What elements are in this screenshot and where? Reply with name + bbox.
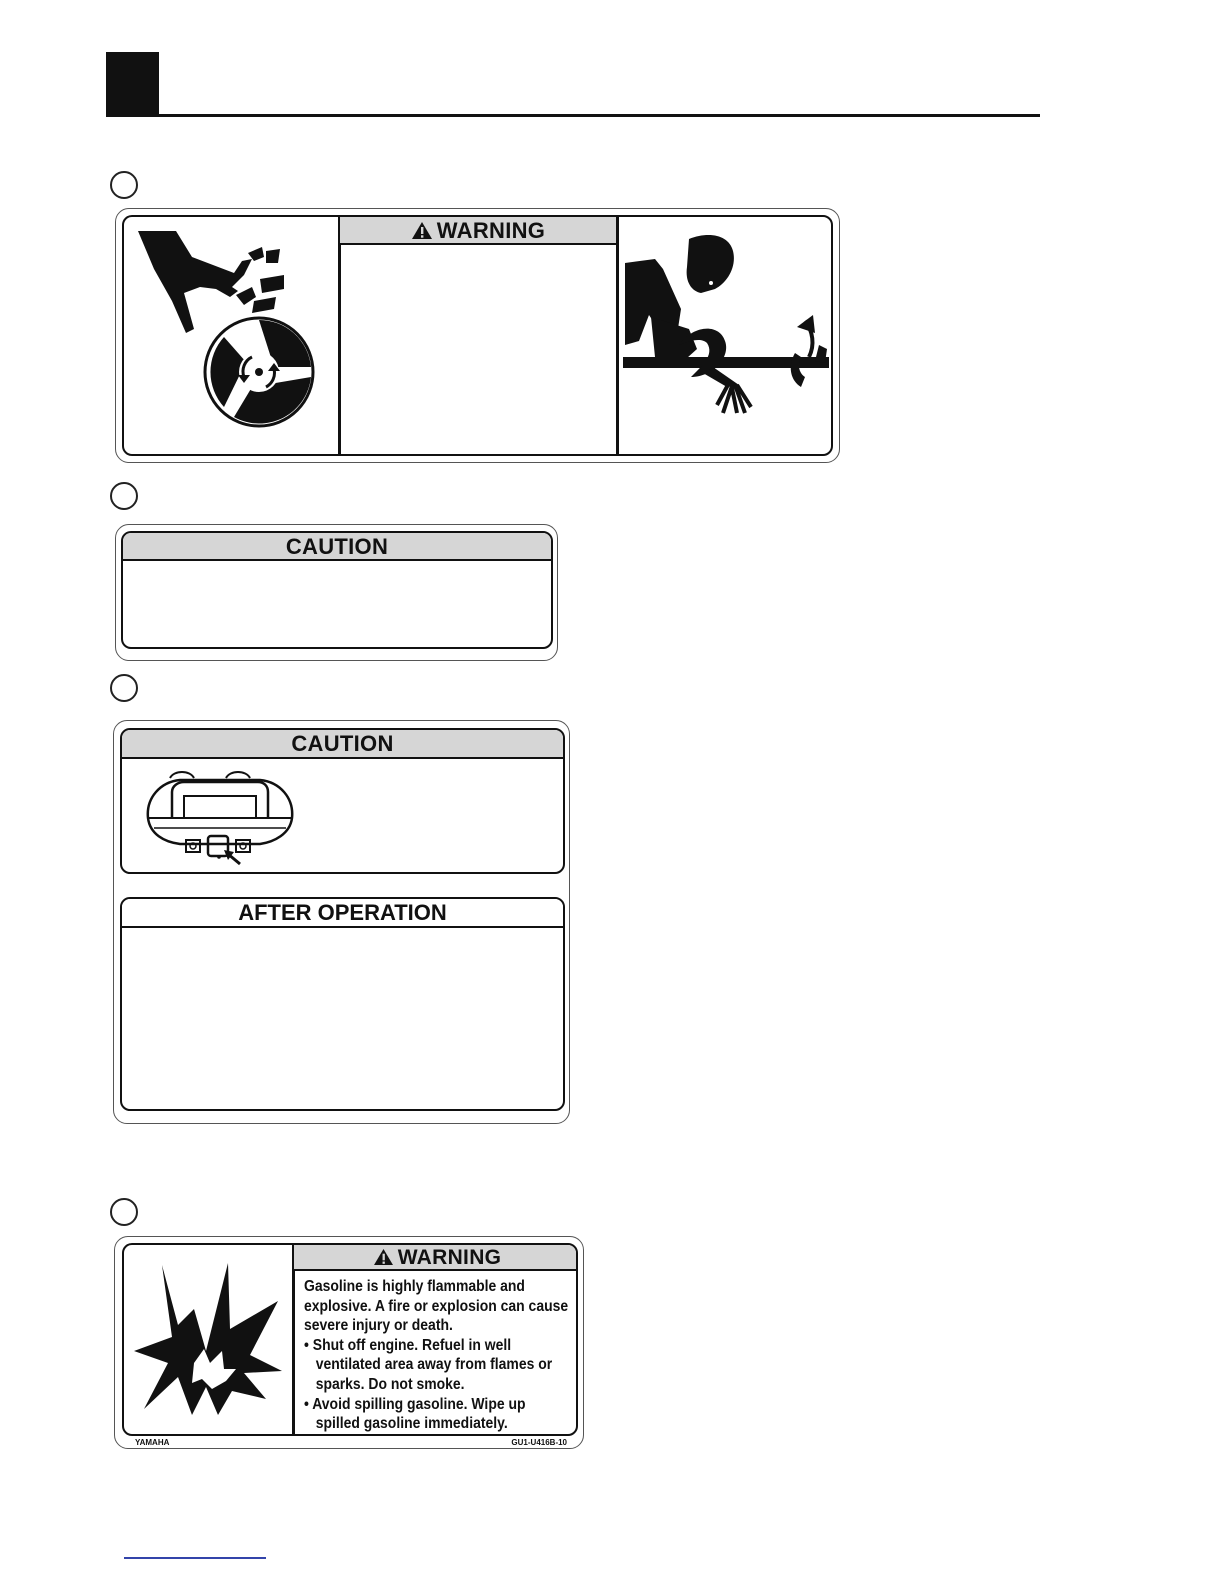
warning-body	[304, 1277, 568, 1434]
hand-fan-hazard-icon	[124, 217, 340, 455]
label-number-circle-1	[110, 171, 138, 199]
warning-label-4-inner	[122, 1243, 578, 1436]
after-operation-header: AFTER OPERATION	[122, 899, 563, 928]
part-number: GU1-U416B-10	[511, 1438, 567, 1447]
warning-triangle-icon	[411, 221, 433, 240]
header-rule	[106, 114, 1040, 117]
warning-header-text: WARNING	[397, 1246, 502, 1269]
explosion-icon	[132, 1259, 288, 1423]
label-number-circle-3	[110, 674, 138, 702]
generator-panel-icon	[140, 768, 300, 866]
after-operation-box	[120, 897, 565, 1111]
warning-line: severe injury or death.	[304, 1317, 453, 1335]
caution-label-2-inner	[121, 531, 553, 649]
label-number-circle-4	[110, 1198, 138, 1226]
brand-mark: YAMAHA	[135, 1438, 170, 1447]
divider	[338, 217, 341, 455]
caution-header: CAUTION	[122, 730, 563, 759]
caution-label-2	[115, 524, 558, 661]
warning-label-1	[115, 208, 840, 463]
caution-label-3	[113, 720, 570, 1124]
warning-label-1-inner	[122, 215, 833, 456]
warning-triangle-icon	[373, 1248, 394, 1266]
warning-line: explosive. A fire or explosion can cause	[304, 1297, 569, 1315]
entanglement-hazard-icon	[619, 217, 833, 455]
warning-bullet-line: ventilated area away from flames or	[315, 1356, 553, 1374]
warning-header	[340, 217, 616, 245]
warning-line: Gasoline is highly flammable and	[304, 1278, 525, 1295]
footer-rule	[124, 1557, 266, 1559]
warning-bullet-line: spilled gasoline immediately.	[315, 1415, 508, 1433]
warning-header	[294, 1245, 578, 1271]
warning-bullet-line: • Shut off engine. Refuel in well	[304, 1336, 512, 1354]
warning-bullet-line: sparks. Do not smoke.	[315, 1375, 465, 1393]
warning-header-text: WARNING	[436, 218, 546, 243]
warning-label-4	[114, 1236, 584, 1449]
caution-header: CAUTION	[123, 533, 551, 561]
label-number-circle-2	[110, 482, 138, 510]
section-tab	[106, 52, 159, 116]
divider	[292, 1245, 295, 1435]
warning-bullet-line: • Avoid spilling gasoline. Wipe up	[304, 1395, 526, 1413]
caution-label-3-inner	[120, 728, 565, 874]
